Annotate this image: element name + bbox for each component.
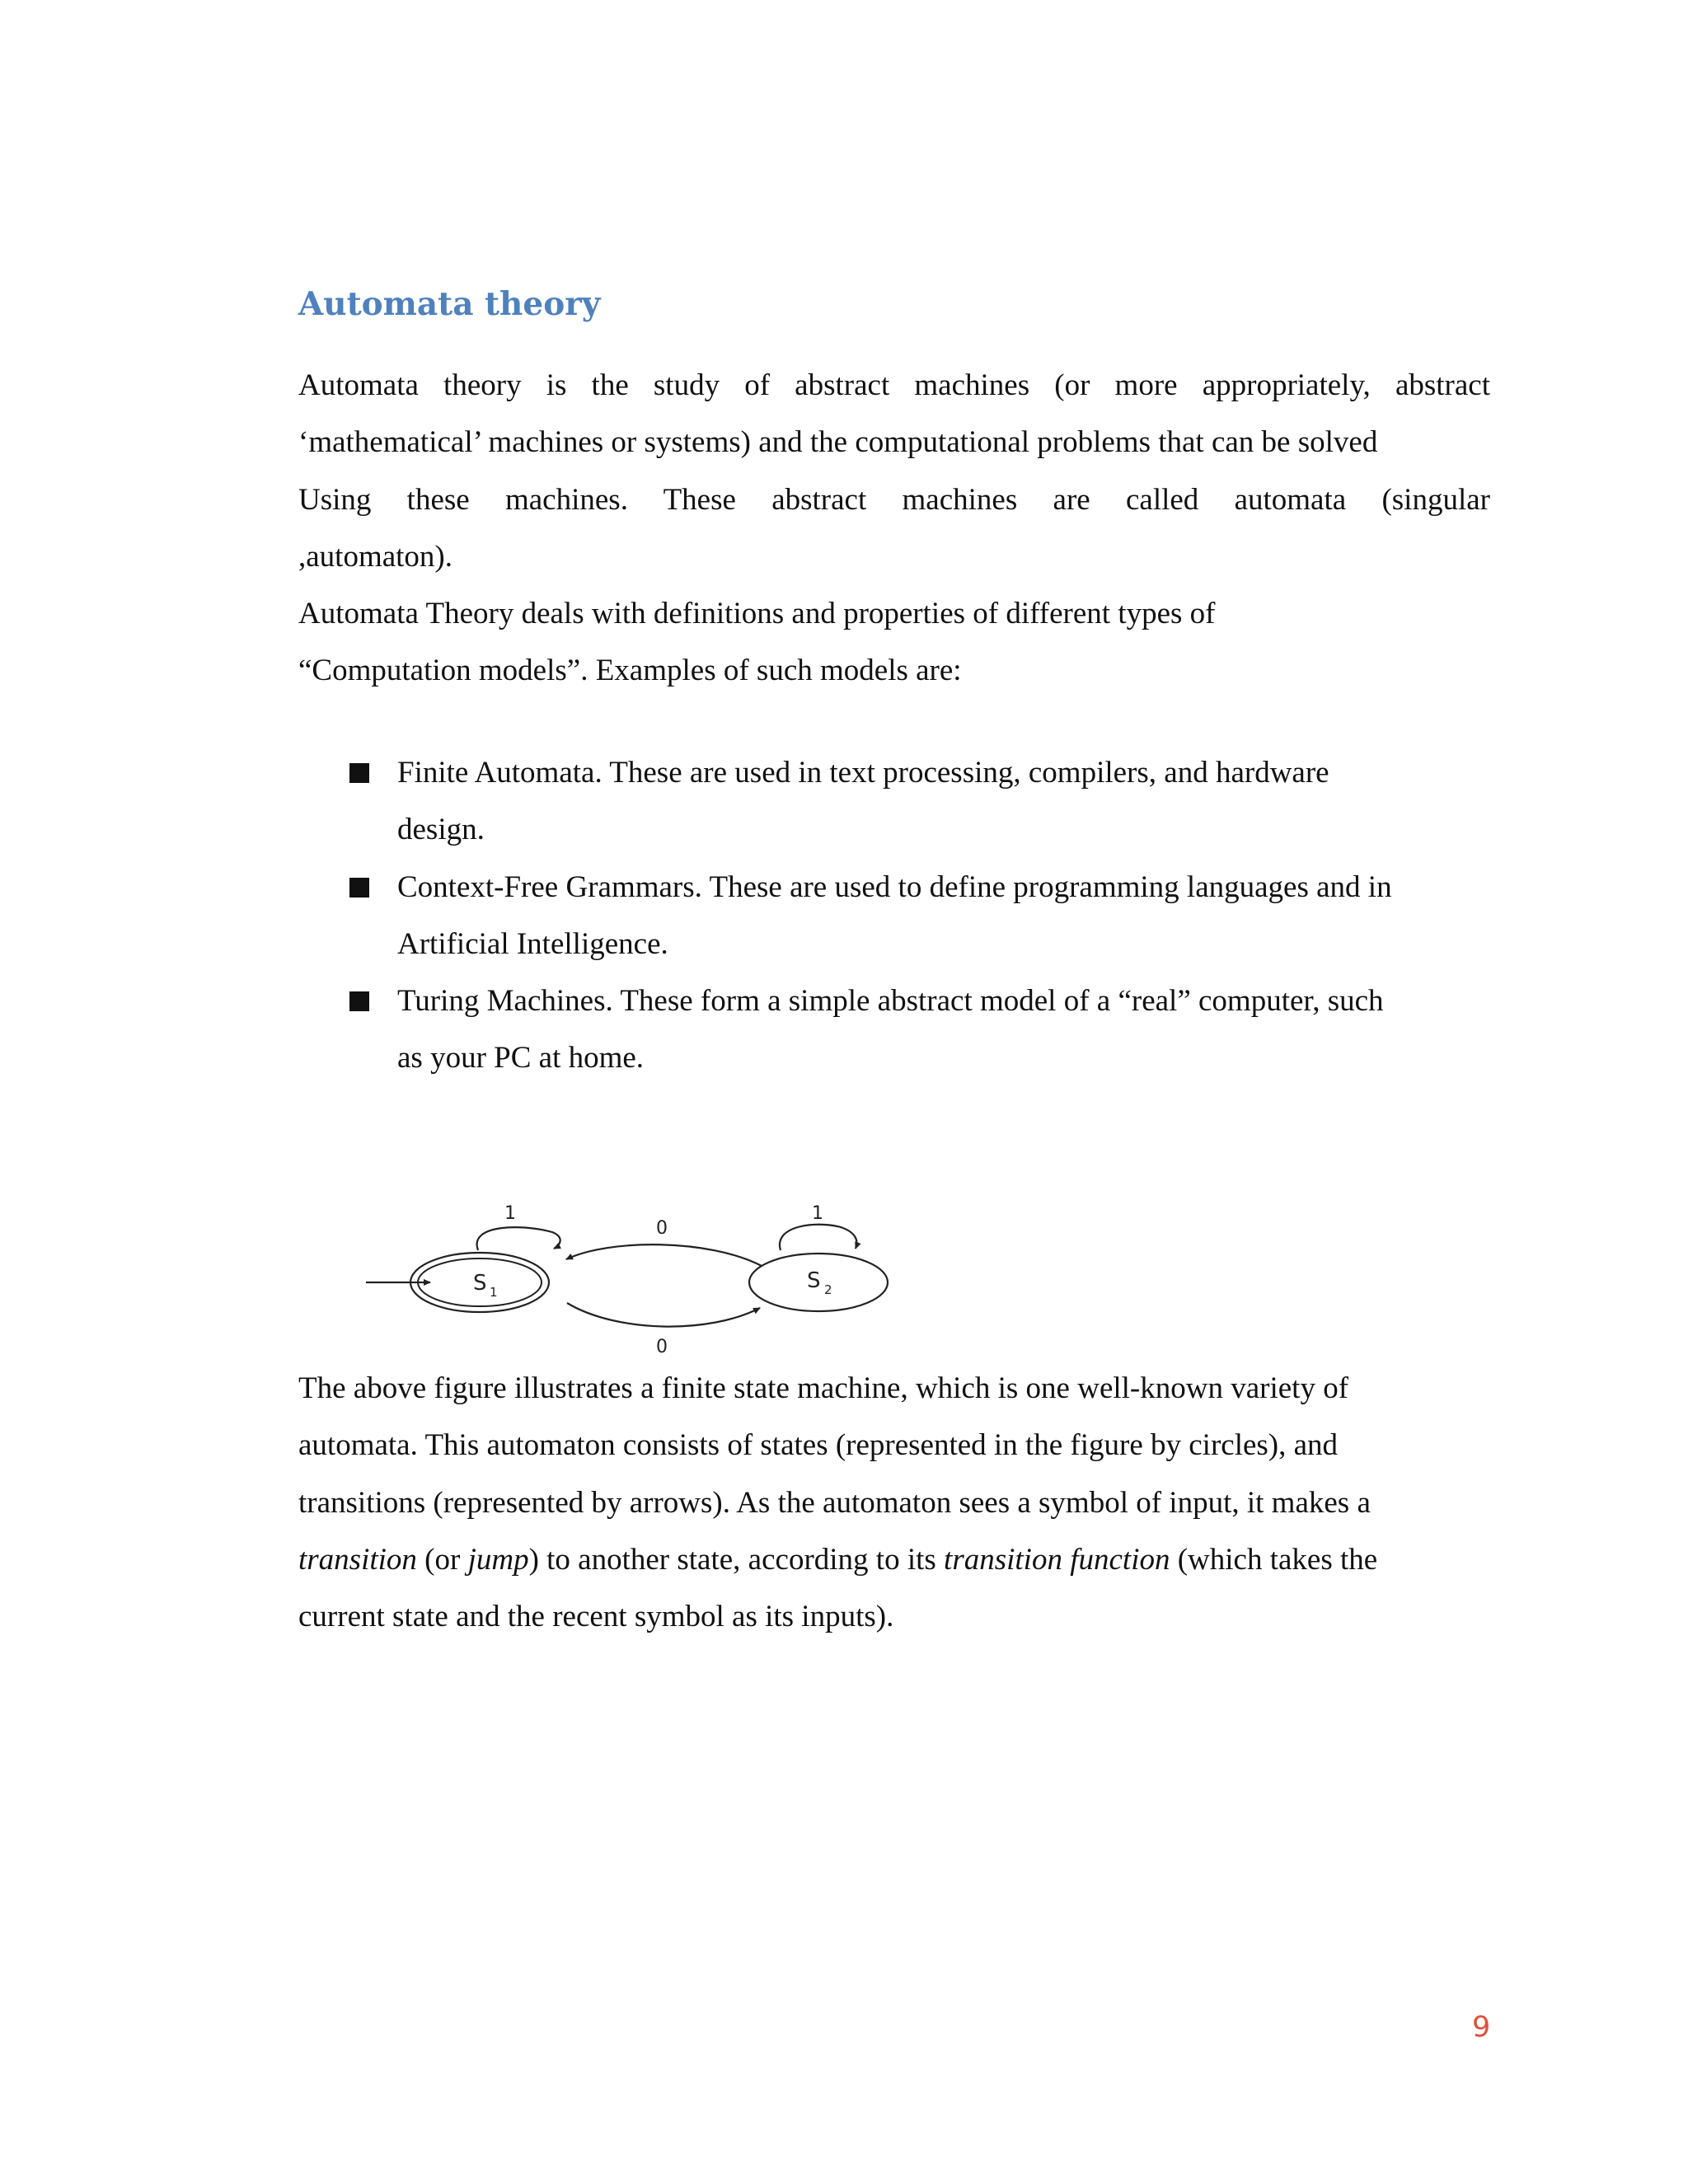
intro-line: Automata Theory deals with definitions and properties of different types of xyxy=(298,597,1216,631)
intro-line: Automata theory is the study of abstract machines (or more appropriately, abstract xyxy=(298,368,1490,402)
emphasis-jump: jump xyxy=(467,1542,529,1577)
intro-line: ‘mathematical’ machines or systems) and the computational problems that can be solved xyxy=(298,425,1378,460)
list-item xyxy=(349,859,1495,973)
state-s1-subscript: 1 xyxy=(490,1285,498,1300)
bottom-transition-arrow xyxy=(567,1303,760,1327)
square-bullet-icon xyxy=(349,878,369,898)
state-s2-label: S xyxy=(807,1268,821,1293)
top-transition-arrow xyxy=(566,1244,762,1266)
section-heading: Automata theory xyxy=(298,285,601,323)
emphasis-transition: transition xyxy=(298,1542,417,1577)
list-item xyxy=(349,744,1495,859)
list-item-text: as your PC at home. xyxy=(397,1041,645,1076)
caption-line: automata. This automaton consists of states (represented in the figure by circles), and xyxy=(298,1428,1339,1463)
top-transition-label: 0 xyxy=(656,1218,668,1239)
list-item xyxy=(349,972,1495,1087)
caption-line: transitions (represented by arrows). As the automaton sees a symbol of input, it makes a xyxy=(298,1485,1371,1520)
state-s2-subscript: 2 xyxy=(824,1282,832,1297)
square-bullet-icon xyxy=(349,991,369,1011)
list-item-text: Finite Automata. These are used in text processing, compilers, and hardware xyxy=(397,756,1329,790)
caption-text: (which takes the xyxy=(1170,1542,1378,1577)
caption-line: current state and the recent symbol as its inputs). xyxy=(298,1600,894,1634)
bottom-transition-label: 0 xyxy=(656,1337,668,1357)
list-item-text: Turing Machines. These form a simple abstract model of a “real” computer, such xyxy=(397,984,1384,1019)
page-number: 9 xyxy=(1472,2011,1491,2044)
intro-line: ,automaton). xyxy=(298,539,453,574)
fsm-diagram xyxy=(354,1191,898,1364)
s1-self-loop-arrow xyxy=(477,1227,560,1250)
s2-self-loop-arrow xyxy=(780,1225,856,1250)
list-item-text: Artificial Intelligence. xyxy=(397,926,668,961)
figure-description-paragraph xyxy=(298,1360,1490,1645)
intro-line: “Computation models”. Examples of such models are: xyxy=(298,654,962,688)
list-item-text: design. xyxy=(397,813,485,847)
intro-line: Using these machines. These abstract machines are called automata (singular xyxy=(298,482,1490,517)
s1-loop-label: 1 xyxy=(504,1203,516,1224)
intro-paragraph xyxy=(298,357,1490,700)
emphasis-transition-function: transition function xyxy=(944,1542,1170,1577)
caption-text: ) to another state, according to its xyxy=(528,1542,945,1577)
state-s1-label: S xyxy=(473,1271,487,1296)
list-item-text: Context-Free Grammars. These are used to define programming languages and in xyxy=(397,869,1392,904)
caption-text: (or xyxy=(416,1542,468,1577)
square-bullet-icon xyxy=(349,763,369,783)
s2-loop-label: 1 xyxy=(812,1203,823,1224)
caption-line: The above figure illustrates a finite state machine, which is one well-known variety of xyxy=(298,1371,1349,1405)
caption-line xyxy=(298,1531,1490,1588)
finite-state-machine-figure xyxy=(354,1191,898,1364)
models-list xyxy=(349,744,1495,1087)
